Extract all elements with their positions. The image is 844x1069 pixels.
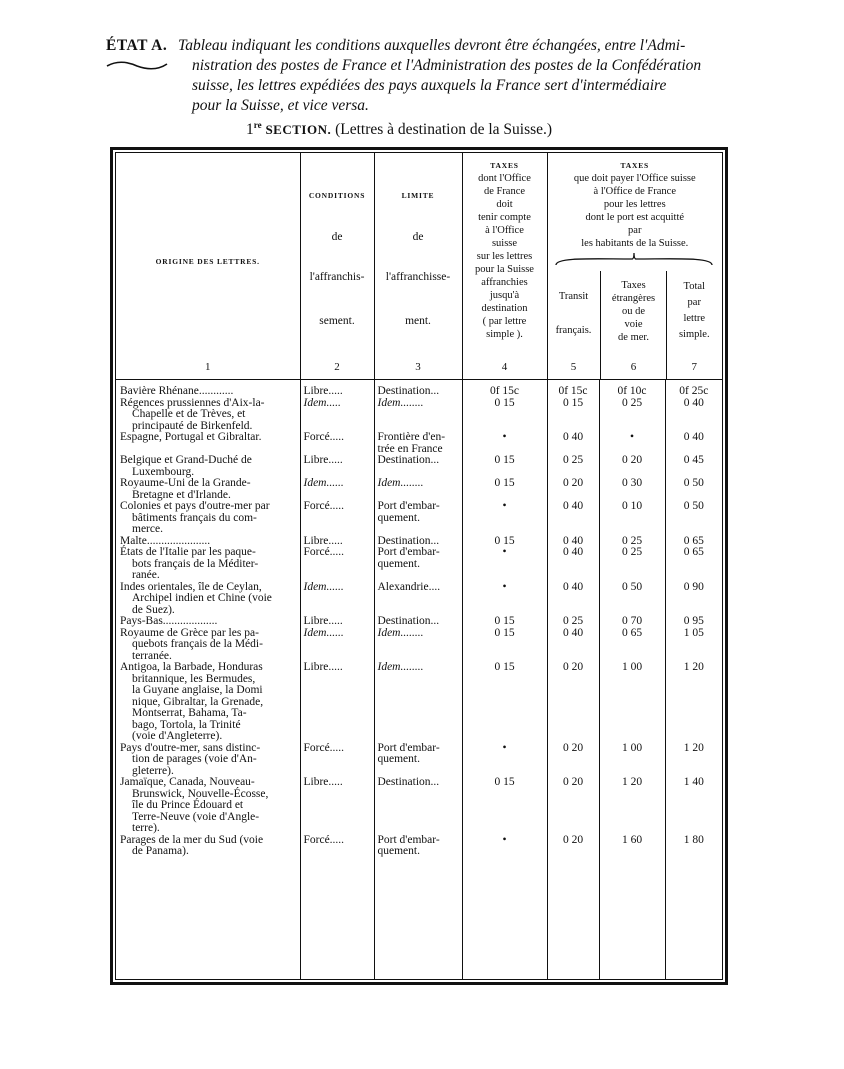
header-limite-de: de <box>412 231 424 243</box>
cell-limite <box>374 386 462 398</box>
header-line: de mer. <box>618 332 649 343</box>
origin-line: gleterre). <box>132 764 174 777</box>
cell-c4: • <box>462 547 547 582</box>
limite-line: trée en France <box>377 442 443 455</box>
cell-limite <box>374 616 462 628</box>
header-line: lettre <box>683 313 706 324</box>
header-line: sur les lettres <box>476 251 533 262</box>
table-row <box>116 455 722 478</box>
cell-c5: 0 20 <box>547 478 599 501</box>
cell-c7: 0 40 <box>665 398 722 433</box>
cell-c5: 0 20 <box>547 662 599 743</box>
tariff-table <box>116 153 722 979</box>
origin-line: de Panama). <box>132 845 189 857</box>
title-line: nistration des postes de France et l'Administration des postes de la Confédération <box>192 57 702 74</box>
limite-line: Idem........ <box>377 396 424 409</box>
cell-limite <box>374 398 462 433</box>
header-limite-mid: l'affranchisse- <box>385 271 451 283</box>
header-line: Total <box>683 281 705 292</box>
origin-line: Terre-Neuve (voie d'Angle- <box>132 810 260 823</box>
cell-limite <box>374 835 462 858</box>
cell-c4: 0 15 <box>462 398 547 433</box>
cell-conditions: Forcé..... <box>300 501 374 536</box>
cell-limite <box>374 432 462 455</box>
header-line: TAXES <box>490 161 519 170</box>
document-title <box>178 36 736 116</box>
column-number: 5 <box>570 361 577 373</box>
column-number: 3 <box>415 361 421 373</box>
origin-line: Antigoa, la Barbade, Honduras <box>120 661 263 673</box>
cell-origin <box>116 386 300 398</box>
title-line: suisse, les lettres expédiées des pays auxquels la France sert d'intermédiaire <box>192 77 667 94</box>
header-taxes-group <box>547 153 722 380</box>
cell-c5: 0 25 <box>547 455 599 478</box>
cell-c4: • <box>462 835 547 858</box>
brace-ornament <box>554 251 714 269</box>
origin-line: (voie d'Angleterre). <box>132 730 223 742</box>
origin-line: terre). <box>132 822 160 834</box>
table-row <box>116 662 722 743</box>
cell-conditions: Idem...... <box>300 478 374 501</box>
origin-line: Colonies et pays d'outre-mer par <box>120 500 270 512</box>
cell-limite <box>374 582 462 617</box>
header-origin-label: ORIGINE DES LETTRES. <box>155 257 260 266</box>
origin-line: tion de parages (voie d'An- <box>132 753 257 765</box>
limite-line: Destination... <box>377 454 440 466</box>
etat-label: ÉTAT A. <box>106 37 168 54</box>
cell-c5: 0 20 <box>547 835 599 858</box>
origin-line: de Suez). <box>132 603 175 616</box>
table-row <box>116 777 722 835</box>
cell-limite <box>374 501 462 536</box>
header-line: jusqu'à <box>489 290 520 301</box>
cell-c5: 0f 15c <box>547 386 599 398</box>
cell-c5: 0 20 <box>547 743 599 778</box>
origin-line: Régences prussiennes d'Aix-la- <box>120 396 265 409</box>
cell-origin <box>116 455 300 478</box>
subheader-transit <box>548 271 600 379</box>
cell-c6: 0 10 <box>599 501 665 536</box>
limite-line: Port d'embar- <box>377 833 440 846</box>
section-title <box>246 120 552 139</box>
origin-line: bago, Tortola, la Trinité <box>132 718 241 731</box>
limite-line: quement. <box>377 511 420 524</box>
cell-c4: 0 15 <box>462 616 547 628</box>
column-number: 1 <box>205 361 211 373</box>
cell-c6: 0 50 <box>599 582 665 617</box>
cell-c7: 0 90 <box>665 582 722 617</box>
cell-conditions: Forcé..... <box>300 547 374 582</box>
header-line: par <box>687 297 701 308</box>
cell-c6: 1 60 <box>599 835 665 858</box>
cell-c4: • <box>462 743 547 778</box>
header-line: Transit <box>558 291 589 302</box>
cell-c4: 0 15 <box>462 536 547 548</box>
cell-conditions: Libre..... <box>300 455 374 478</box>
limite-line: Destination... <box>377 385 440 397</box>
cell-c4: • <box>462 501 547 536</box>
cell-origin <box>116 743 300 778</box>
header-line: pour la Suisse <box>475 264 534 275</box>
header-line: dont l'Office <box>478 173 531 184</box>
cell-c6: 1 00 <box>599 662 665 743</box>
origin-line: la Guyane anglaise, la Domi <box>132 684 263 696</box>
cell-limite <box>374 547 462 582</box>
cell-c7: 1 40 <box>665 777 722 835</box>
cell-origin <box>116 398 300 433</box>
origin-line: États de l'Italie par les paque- <box>120 546 256 558</box>
cell-limite <box>374 662 462 743</box>
header-conditions-mid: l'affranchis- <box>309 271 365 283</box>
cell-c4: 0 15 <box>462 662 547 743</box>
cell-origin <box>116 478 300 501</box>
cell-c7: 0 50 <box>665 478 722 501</box>
origin-line: bâtiments français du com- <box>132 511 257 524</box>
cell-conditions: Forcé..... <box>300 432 374 455</box>
cell-origin <box>116 501 300 536</box>
cell-c4: 0 15 <box>462 455 547 478</box>
origin-line: Luxembourg. <box>132 465 195 478</box>
limite-line: Port d'embar- <box>377 741 440 754</box>
section-subtitle: (Lettres à destination de la Suisse.) <box>335 121 553 139</box>
origin-line: bots français de la Méditer- <box>132 557 259 570</box>
cell-c7: 0 65 <box>665 536 722 548</box>
limite-line: Frontière d'en- <box>377 431 446 443</box>
cell-c6: • <box>599 432 665 455</box>
header-line: dont le port est acquitté <box>585 212 685 223</box>
origin-line: île du Prince Édouard et <box>132 799 244 811</box>
cell-c6: 0 25 <box>599 547 665 582</box>
table-row <box>116 478 722 501</box>
cell-c7: 1 80 <box>665 835 722 858</box>
origin-line: Brunswick, Nouvelle-Écosse, <box>132 787 269 800</box>
origin-line: britannique, les Bermudes, <box>132 672 256 685</box>
cell-c6: 0 30 <box>599 478 665 501</box>
header-conditions <box>300 153 374 380</box>
cell-conditions: Idem...... <box>300 582 374 617</box>
header-origin <box>116 153 300 380</box>
cell-c6: 0 65 <box>599 628 665 663</box>
limite-line: Idem........ <box>377 477 424 489</box>
limite-line: Destination... <box>377 776 440 788</box>
table-row <box>116 501 722 536</box>
cell-c5: 0 40 <box>547 547 599 582</box>
column-number: 4 <box>501 361 508 373</box>
cell-c5: 0 40 <box>547 582 599 617</box>
header-line: que doit payer l'Office suisse <box>573 173 696 184</box>
cell-c6: 0 25 <box>599 536 665 548</box>
cell-conditions: Forcé..... <box>300 743 374 778</box>
origin-line: Bretagne et d'Irlande. <box>132 488 231 501</box>
subheader-etrangeres <box>600 271 667 379</box>
title-line: pour la Suisse, et vice versa. <box>192 97 369 114</box>
limite-line: Idem........ <box>377 626 424 639</box>
cell-c6: 1 00 <box>599 743 665 778</box>
origin-line: Royaume-Uni de la Grande- <box>120 477 251 489</box>
cell-c7: 0 45 <box>665 455 722 478</box>
cell-limite <box>374 478 462 501</box>
limite-line: quement. <box>377 845 420 857</box>
origin-line: Belgique et Grand-Duché de <box>120 454 252 466</box>
cell-c6: 0 70 <box>599 616 665 628</box>
cell-c6: 1 20 <box>599 777 665 835</box>
header-line: Taxes <box>621 280 646 291</box>
header-line: ou de <box>621 306 646 317</box>
cell-c5: 0 20 <box>547 777 599 835</box>
header-limite-end: ment. <box>405 315 431 327</box>
header-line: étrangères <box>611 293 656 304</box>
table-row <box>116 743 722 778</box>
cell-conditions: Libre..... <box>300 616 374 628</box>
cell-c4: 0 15 <box>462 478 547 501</box>
cell-c5: 0 40 <box>547 432 599 455</box>
cell-conditions: Libre..... <box>300 777 374 835</box>
origin-line: Bavière Rhénane............ <box>120 385 234 397</box>
origin-line: merce. <box>132 523 163 535</box>
header-line: doit <box>496 199 513 210</box>
cell-c5: 0 25 <box>547 616 599 628</box>
cell-c7: 1 05 <box>665 628 722 663</box>
header-line: TAXES <box>620 161 649 170</box>
cell-c7: 0 50 <box>665 501 722 536</box>
cell-conditions: Libre..... <box>300 536 374 548</box>
cell-origin <box>116 582 300 617</box>
cell-c5: 0 40 <box>547 536 599 548</box>
cell-c6: 0 20 <box>599 455 665 478</box>
document-heading <box>106 36 736 116</box>
column-number: 2 <box>334 361 340 373</box>
cell-origin <box>116 432 300 455</box>
origin-line: Espagne, Portugal et Gibraltar. <box>120 431 262 443</box>
header-line: voie <box>624 319 643 330</box>
cell-conditions: Forcé..... <box>300 835 374 858</box>
origin-line: Malte...................... <box>120 534 211 547</box>
cell-origin <box>116 616 300 628</box>
header-line: par <box>628 225 642 236</box>
limite-line: Port d'embar- <box>377 500 440 512</box>
cell-c4: • <box>462 582 547 617</box>
cell-c4: • <box>462 432 547 455</box>
cell-limite <box>374 628 462 663</box>
header-line: français. <box>555 325 592 336</box>
cell-conditions: Libre..... <box>300 662 374 743</box>
header-limite <box>374 153 462 380</box>
header-line: affranchies <box>481 277 528 288</box>
section-label: SECTION. <box>265 122 332 138</box>
origin-line: Royaume de Grèce par les pa- <box>120 626 259 639</box>
header-line: à l'Office de France <box>593 186 676 197</box>
subheader-total <box>666 271 723 379</box>
header-line: suisse <box>491 238 518 249</box>
cell-limite <box>374 777 462 835</box>
origin-line: Jamaïque, Canada, Nouveau- <box>120 776 255 788</box>
cell-c6: 0f 10c <box>599 386 665 398</box>
table-row <box>116 582 722 617</box>
origin-line: nique, Gibraltar, la Grenade, <box>132 695 264 708</box>
origin-line: Chapelle et de Trèves, et <box>132 408 246 420</box>
cell-origin <box>116 777 300 835</box>
header-line: simple. <box>678 329 710 340</box>
cell-origin <box>116 835 300 858</box>
header-line: les habitants de la Suisse. <box>581 238 689 249</box>
cell-limite <box>374 455 462 478</box>
table-row <box>116 835 722 858</box>
limite-line: Alexandrie.... <box>377 580 441 593</box>
header-line: pour les lettres <box>603 199 666 210</box>
header-taxes-office <box>462 153 547 380</box>
limite-line: Port d'embar- <box>377 546 440 558</box>
cell-origin <box>116 662 300 743</box>
cell-c7: 0f 25c <box>665 386 722 398</box>
table-body <box>116 386 722 979</box>
header-line: destination <box>481 303 528 314</box>
origin-line: Montserrat, Bahama, Ta- <box>132 707 247 719</box>
origin-line: principauté de Birkenfeld. <box>132 419 253 432</box>
ornamental-swash <box>106 60 168 70</box>
cell-c4: 0f 15c <box>462 386 547 398</box>
limite-line: Destination... <box>377 534 440 547</box>
cell-c5: 0 40 <box>547 628 599 663</box>
section-ordinal: 1 <box>246 121 254 139</box>
cell-origin <box>116 628 300 663</box>
header-line: de France <box>483 186 526 197</box>
cell-conditions: Libre..... <box>300 386 374 398</box>
table-row <box>116 398 722 433</box>
cell-c7: 0 40 <box>665 432 722 455</box>
origin-line: Archipel indien et Chine (voie <box>132 592 272 604</box>
limite-line: quement. <box>377 557 420 570</box>
limite-line: quement. <box>377 753 420 765</box>
limite-line: Destination... <box>377 615 440 627</box>
origin-line: terranée. <box>132 649 172 662</box>
cell-conditions: Idem..... <box>300 398 374 433</box>
cell-c7: 1 20 <box>665 662 722 743</box>
header-conditions-de: de <box>331 231 343 243</box>
cell-c7: 0 95 <box>665 616 722 628</box>
table-row <box>116 547 722 582</box>
origin-line: quebots français de la Médi- <box>132 638 263 650</box>
limite-line: Idem........ <box>377 661 424 673</box>
cell-c7: 1 20 <box>665 743 722 778</box>
column-number: 6 <box>630 361 637 373</box>
title-line: Tableau indiquant les conditions auxquelles devront être échangées, entre l'Admi- <box>178 37 686 54</box>
cell-c4: 0 15 <box>462 628 547 663</box>
origin-line: ranée. <box>132 569 160 581</box>
table-row <box>116 628 722 663</box>
table-row <box>116 386 722 398</box>
cell-c5: 0 15 <box>547 398 599 433</box>
cell-origin <box>116 547 300 582</box>
cell-c7: 0 65 <box>665 547 722 582</box>
cell-c6: 0 25 <box>599 398 665 433</box>
origin-line: Pays-Bas................... <box>120 615 218 627</box>
origin-line: Parages de la mer du Sud (voie <box>120 833 264 846</box>
origin-line: Indes orientales, île de Ceylan, <box>120 580 262 593</box>
header-limite-label: LIMITE <box>401 191 435 200</box>
column-number: 7 <box>691 361 698 373</box>
table-row <box>116 616 722 628</box>
table-row <box>116 432 722 455</box>
header-conditions-end: sement. <box>319 315 355 327</box>
header-line: à l'Office <box>485 225 524 236</box>
header-line: simple ). <box>486 329 523 340</box>
cell-conditions: Idem...... <box>300 628 374 663</box>
cell-c5: 0 40 <box>547 501 599 536</box>
header-line: ( par lettre <box>482 316 527 327</box>
origin-line: Pays d'outre-mer, sans distinc- <box>120 741 261 754</box>
section-ordinal-sup: re <box>253 120 262 130</box>
cell-limite <box>374 743 462 778</box>
header-conditions-label: CONDITIONS <box>308 191 366 200</box>
header-line: tenir compte <box>478 212 531 223</box>
cell-c4: 0 15 <box>462 777 547 835</box>
